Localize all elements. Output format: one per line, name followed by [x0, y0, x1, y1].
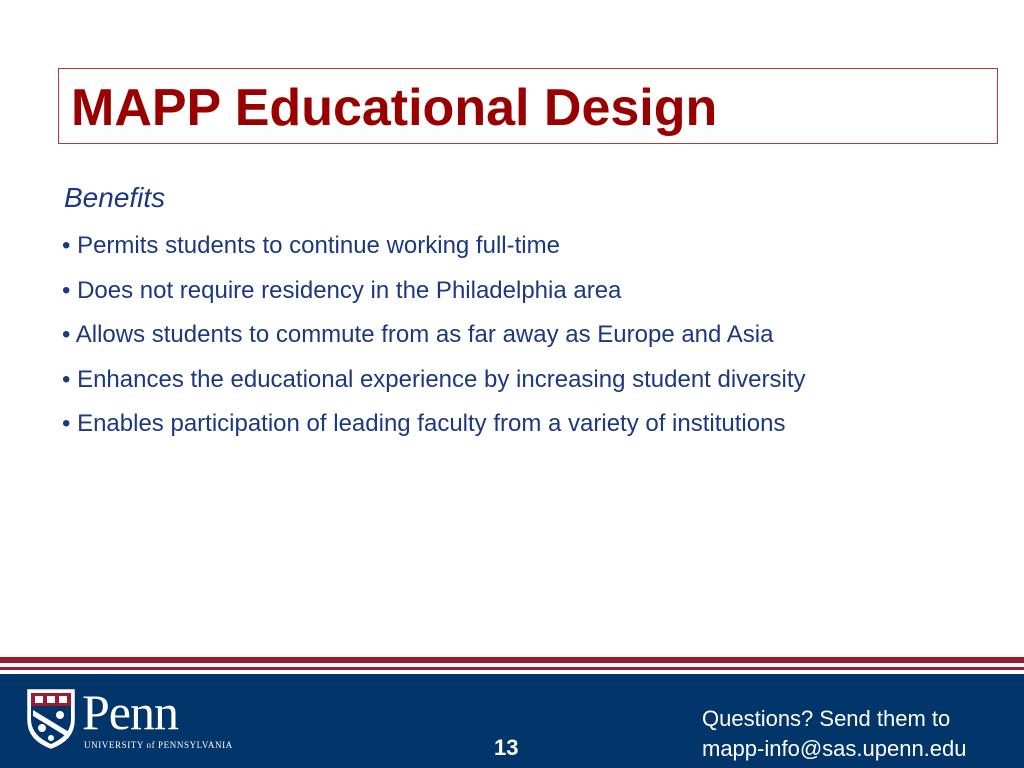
contact-info [702, 704, 967, 764]
contact-email[interactable]: mapp-info@sas.upenn.edu [702, 736, 967, 761]
title-box [58, 68, 998, 144]
list-item: • Enables participation of leading faculty from a variety of institutions [62, 410, 786, 437]
benefits-heading: Benefits [64, 182, 166, 213]
benefits-list [62, 224, 806, 447]
penn-shield-icon [26, 688, 76, 750]
logo-subtitle: UNIVERSITY of PENNSYLVANIA [84, 740, 233, 750]
contact-line-1: Questions? Send them to [702, 706, 951, 731]
list-item: • Enhances the educational experience by increasing student diversity [62, 365, 806, 393]
penn-logo [26, 684, 233, 756]
logo-wordmark: Penn [82, 684, 178, 740]
list-item: • Allows students to commute from as far away as Europe and Asia [62, 321, 774, 348]
list-item: • Permits students to continue working full-time [62, 232, 560, 259]
page-number: 13 [494, 735, 519, 760]
footer-divider-bottom [0, 667, 1024, 670]
slide-title: MAPP Educational Design [71, 79, 718, 137]
list-item: • Does not require residency in the Philadelphia area [62, 276, 622, 304]
